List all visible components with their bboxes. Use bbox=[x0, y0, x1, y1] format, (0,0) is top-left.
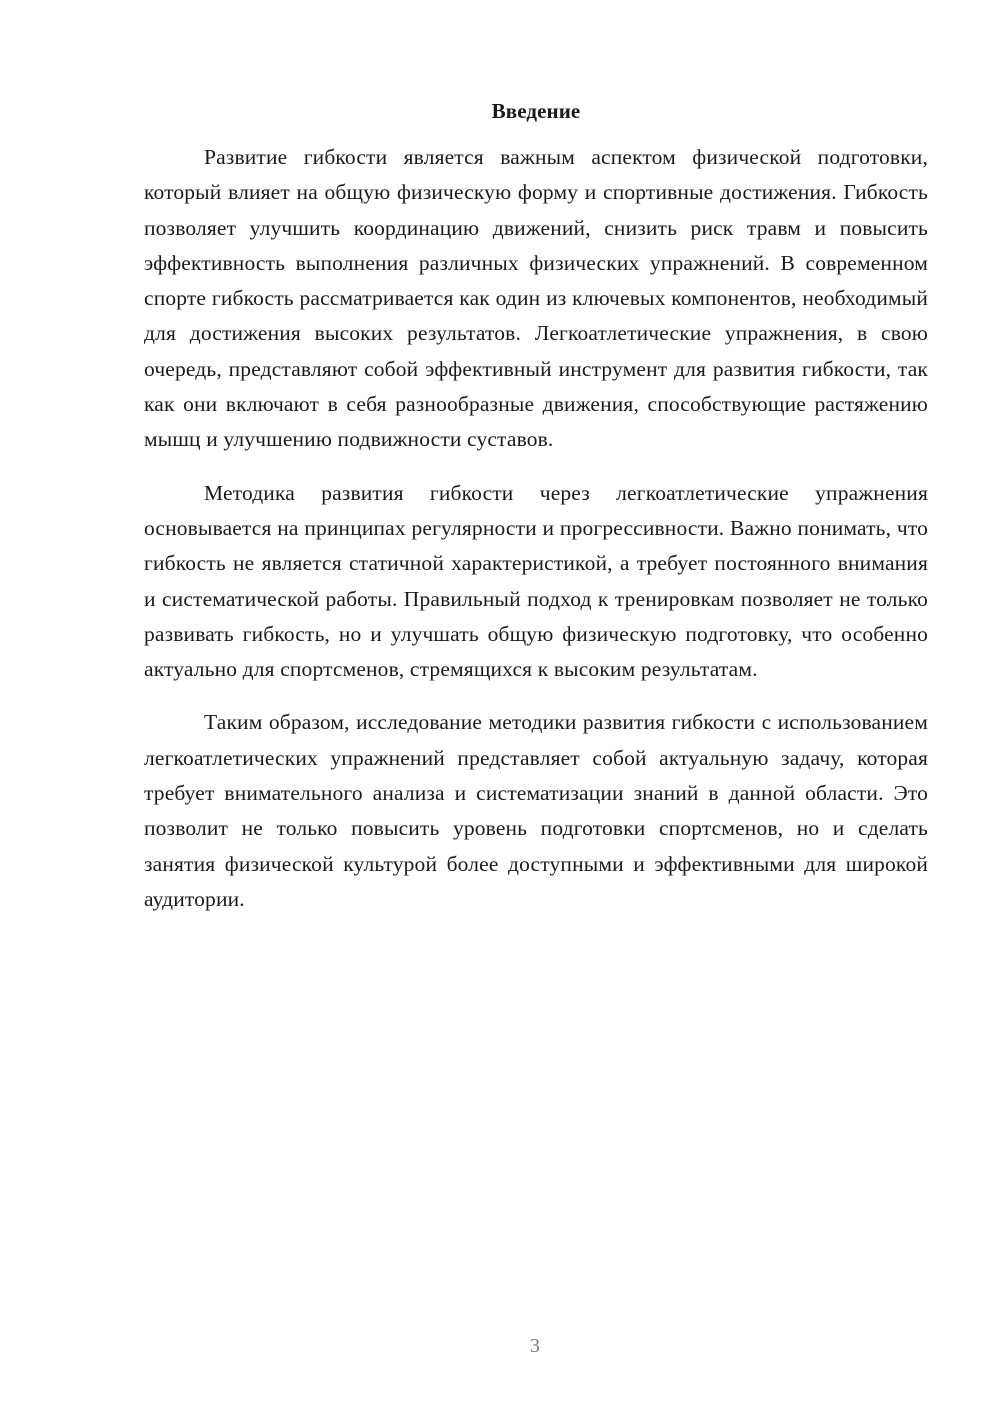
page-content bbox=[144, 96, 928, 935]
section-title: Введение bbox=[491, 99, 581, 123]
paragraph-1: Развитие гибкости является важным аспектом физической подготовки, который влияет на общую физическую форму и спортивные достижения. Гибкость позволяет улучшить координацию движений, снизить риск травм и повысить эффективность выполнения различных физических упражнений. В современном спорте гибкость рассматривается как один из ключевых компонентов, необходимый для достижения высоких результатов. Легкоатлетические упражнения, в свою очередь, представляют собой эффективный инструмент для развития гибкости, так как они включают в себя разнообразные движения, способствующие растяжению мышц и улучшению подвижности суставов. bbox=[144, 145, 928, 452]
paragraph-3: Таким образом, исследование методики развития гибкости с использованием легкоатлетических упражнений представляет собой актуальную задачу, которая требует внимательного анализа и систематизации знаний в данной области. Это позволит не только повысить уровень подготовки спортсменов, но и сделать занятия физической культурой более доступными и эффективными для широкой аудитории. bbox=[144, 710, 928, 911]
paragraph-2: Методика развития гибкости через легкоатлетические упражнения основывается на принципах регулярности и прогрессивности. Важно понимать, что гибкость не является статичной характеристикой, а требует постоянного внимания и систематической работы. Правильный подход к тренировкам позволяет не только развивать гибкость, но и улучшать общую физическую подготовку, что особенно актуально для спортсменов, стремящихся к высоким результатам. bbox=[144, 480, 928, 682]
page-number: 3 bbox=[530, 1335, 540, 1357]
